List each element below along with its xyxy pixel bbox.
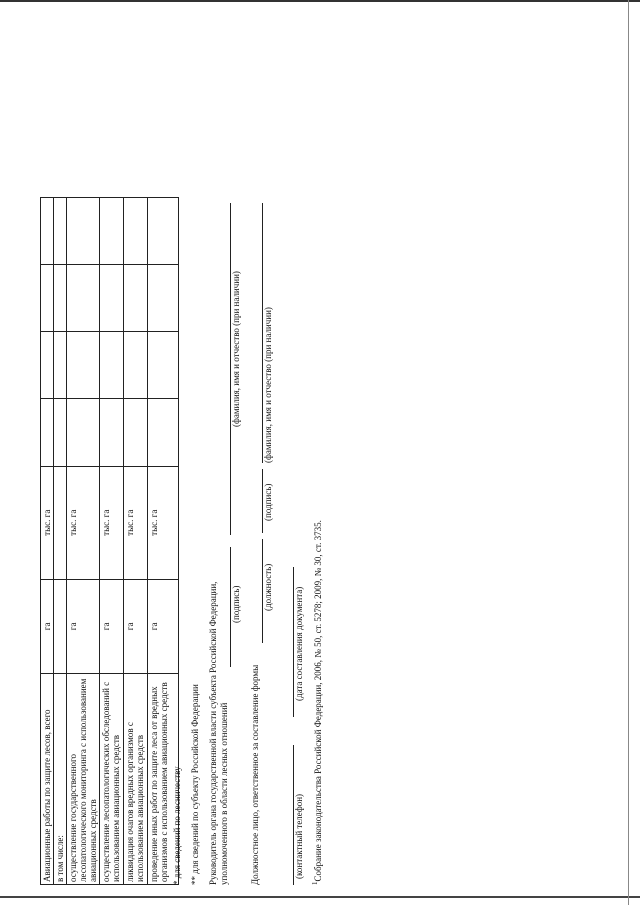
note-double-star: ** для сведений по субъекту Российской Федерации xyxy=(190,684,200,885)
table-row xyxy=(54,198,67,885)
value-cell xyxy=(41,332,54,399)
footnote-text: Собрание законодательства Российской Федерации, 2006, № 50, ст. 5278; 2009, № 30, ст. 3735. xyxy=(313,520,323,882)
unit-cell: га xyxy=(41,579,54,673)
value-cell xyxy=(54,399,67,466)
unit-cell: тыс. га xyxy=(148,466,179,579)
head-fullname-label: (фамилия, имя и отчество (при наличии) xyxy=(231,271,241,427)
row-name: в том числе: xyxy=(54,673,67,884)
aviation-works-table xyxy=(40,197,179,885)
note-single-star: * для сведений по лесничеству xyxy=(172,766,182,885)
unit-cell: га xyxy=(100,579,124,673)
position-label: (должность) xyxy=(263,563,273,611)
unit-cell: тыс. га xyxy=(100,466,124,579)
table-row xyxy=(124,198,148,885)
head-title-line1: Руководитель органа государственной власти субъекта Российской Федерации, xyxy=(208,581,218,885)
value-cell xyxy=(67,399,100,466)
value-cell xyxy=(124,332,148,399)
scan-edge-right xyxy=(628,0,629,905)
table-row xyxy=(41,198,54,885)
unit-cell xyxy=(54,579,67,673)
value-cell xyxy=(67,265,100,332)
value-cell xyxy=(41,399,54,466)
value-cell xyxy=(100,198,124,265)
value-cell xyxy=(124,198,148,265)
unit-cell: тыс. га xyxy=(124,466,148,579)
row-name: ликвидация очагов вредных организмов с использованием авиационных средств xyxy=(124,673,148,884)
value-cell xyxy=(124,399,148,466)
unit-cell: тыс. га xyxy=(67,466,100,579)
row-name: осуществление лесопатологических обследований с использованием авиационных средств xyxy=(100,673,124,884)
value-cell xyxy=(100,332,124,399)
value-cell xyxy=(100,265,124,332)
unit-cell: тыс. га xyxy=(41,466,54,579)
row-name: проведение иных работ по защите леса от вредных организмов с использованием авиационных средств xyxy=(148,673,179,884)
table-row xyxy=(100,198,124,885)
head-title-line2: уполномоченного в области лесных отношений xyxy=(219,702,229,885)
row-name: осуществление государственного лесопатологического мониторинга с использованием авиационных средств xyxy=(67,673,100,884)
head-signature-label: (подпись) xyxy=(231,585,241,623)
value-cell xyxy=(148,332,179,399)
footnote-mark: 1 xyxy=(311,881,319,885)
value-cell xyxy=(54,332,67,399)
scan-edge-bottom xyxy=(0,896,640,898)
value-cell xyxy=(148,265,179,332)
value-cell xyxy=(54,198,67,265)
unit-cell xyxy=(54,466,67,579)
rotated-page-content xyxy=(40,195,340,885)
unit-cell: га xyxy=(124,579,148,673)
scan-edge-top xyxy=(0,0,640,2)
responsible-person-label: Должностное лицо, ответственное за составление формы xyxy=(250,664,260,885)
unit-cell: га xyxy=(148,579,179,673)
date-label: (дата составления документа) xyxy=(294,586,304,701)
phone-label: (контактный телефон) xyxy=(294,793,304,879)
row-name: Авиационные работы по защите лесов, всего xyxy=(41,673,54,884)
footnote xyxy=(310,520,323,885)
value-cell xyxy=(67,332,100,399)
value-cell xyxy=(67,198,100,265)
table-row xyxy=(67,198,100,885)
responsible-signature-label: (подпись) xyxy=(263,483,273,521)
responsible-fullname-label: (фамилия, имя и отчество (при наличии) xyxy=(263,307,273,463)
value-cell xyxy=(54,265,67,332)
value-cell xyxy=(100,399,124,466)
value-cell xyxy=(124,265,148,332)
value-cell xyxy=(41,265,54,332)
value-cell xyxy=(148,399,179,466)
unit-cell: га xyxy=(67,579,100,673)
value-cell xyxy=(148,198,179,265)
value-cell xyxy=(41,198,54,265)
